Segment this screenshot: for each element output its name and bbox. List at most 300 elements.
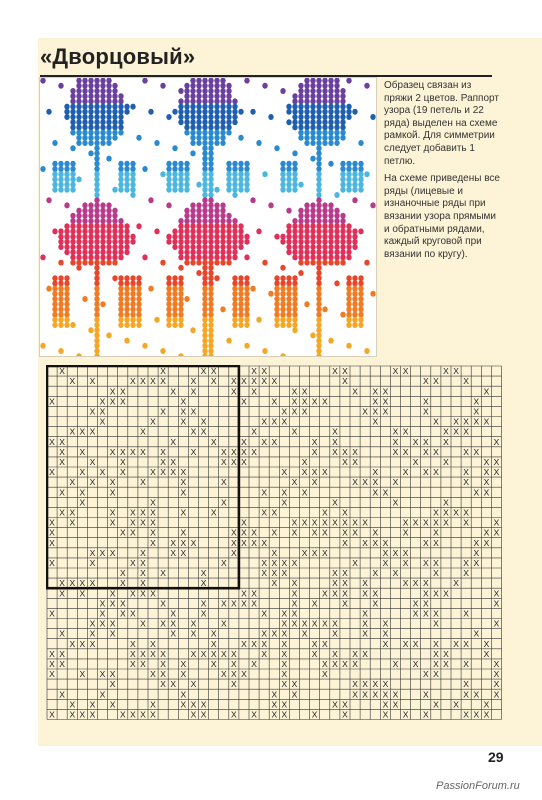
chart-stitch-symbol: X [140,558,146,568]
swatch-colored-stitch [190,140,195,146]
swatch-colored-stitch [310,213,315,219]
swatch-colored-stitch [184,119,189,125]
chart-stitch-symbol: X [352,689,358,700]
swatch-colored-stitch [184,208,189,214]
swatch-colored-stitch [280,312,285,318]
swatch-colored-stitch [118,98,123,104]
chart-stitch-symbol: X [342,527,348,538]
chart-stitch-symbol: X [443,588,449,599]
swatch-colored-stitch [232,171,237,177]
swatch-colored-stitch [322,208,327,214]
swatch-colored-stitch [178,244,183,250]
swatch-colored-stitch [310,208,315,214]
swatch-colored-stitch [286,286,291,292]
swatch-colored-stitch [292,291,297,297]
swatch-colored-stitch [184,296,189,302]
swatch-colored-stitch [310,83,315,89]
swatch-colored-stitch [322,234,327,240]
swatch-colored-stitch [208,296,213,302]
swatch-colored-stitch [76,228,81,234]
swatch-colored-stitch [106,93,111,99]
swatch-colored-stitch [64,171,69,177]
swatch-colored-stitch [346,239,351,245]
swatch-colored-stitch [160,171,165,177]
chart-stitch-symbol: X [251,537,257,548]
swatch-colored-stitch [310,234,315,240]
swatch-colored-stitch [304,140,309,146]
chart-stitch-symbol: X [129,608,136,619]
swatch-colored-stitch [94,327,99,333]
swatch-colored-stitch [334,260,339,266]
chart-stitch-symbol: X [453,699,459,710]
chart-stitch-symbol: X [433,588,439,599]
swatch-colored-stitch [46,286,51,292]
swatch-colored-stitch [184,83,189,89]
swatch-colored-stitch [340,130,345,136]
swatch-colored-stitch [136,322,141,328]
swatch-colored-stitch [202,228,207,234]
swatch-colored-stitch [208,270,213,276]
swatch-colored-stitch [358,306,363,312]
chart-symbols [49,366,499,719]
swatch-colored-stitch [166,301,171,307]
chart-stitch-symbol: X [402,467,409,478]
chart-stitch-symbol: X [352,386,358,397]
swatch-colored-stitch [76,124,81,130]
chart-stitch-symbol: X [200,568,207,579]
swatch-colored-stitch [94,156,99,162]
swatch-colored-stitch [220,218,225,224]
swatch-colored-stitch [346,317,351,323]
swatch-colored-stitch [232,275,237,281]
swatch-colored-stitch [334,93,339,99]
swatch-colored-stitch [340,234,345,240]
swatch-colored-stitch [328,223,333,229]
swatch-colored-stitch [208,78,213,84]
swatch-colored-stitch [166,182,171,188]
chart-stitch-symbol: X [170,547,177,558]
swatch-colored-stitch [268,114,273,120]
chart-stitch-symbol: X [180,507,187,518]
swatch-colored-stitch [340,260,345,266]
chart-stitch-symbol: X [109,699,116,710]
chart-stitch-symbol: X [150,537,156,548]
swatch-colored-stitch [304,213,309,219]
chart-stitch-symbol: X [251,426,257,437]
swatch-colored-stitch [118,312,123,318]
swatch-colored-stitch [118,291,123,297]
swatch-colored-stitch [82,78,87,84]
swatch-colored-stitch [190,135,195,141]
chart-stitch-symbol: X [342,517,348,528]
swatch-colored-stitch [214,213,219,219]
swatch-colored-stitch [262,348,267,354]
swatch-colored-stitch [316,218,321,224]
chart-stitch-symbol: X [109,487,116,498]
swatch-colored-stitch [178,306,183,312]
chart-stitch-symbol: X [342,588,348,599]
swatch-colored-stitch [106,239,111,245]
chart-stitch-symbol: X [422,709,429,720]
swatch-colored-stitch [292,93,297,99]
swatch-colored-stitch [76,176,81,182]
chart-stitch-symbol: X [210,628,217,639]
swatch-colored-stitch [304,109,309,115]
swatch-colored-stitch [340,239,345,245]
swatch-colored-stitch [202,322,207,328]
description-paragraph-1: Образец связан из пряжи 2 цветов. Раппорт узора (19 петель и 22 ряда) выделен на схеме рамкой. Для симметрии следует добавить 1 петлю. [384,80,499,167]
swatch-colored-stitch [226,244,231,250]
swatch-colored-stitch [106,104,111,110]
swatch-colored-stitch [226,88,231,94]
swatch-colored-stitch [220,208,225,214]
swatch-colored-stitch [112,223,117,229]
swatch-colored-stitch [190,150,195,156]
chart-stitch-symbol: X [332,497,338,508]
chart-stitch-symbol: X [109,598,116,609]
swatch-colored-stitch [220,213,225,219]
swatch-colored-stitch [94,343,99,349]
swatch-colored-stitch [298,270,303,276]
chart-stitch-symbol: X [311,709,318,720]
swatch-colored-stitch [340,171,345,177]
chart-stitch-symbol: X [352,527,358,538]
chart-stitch-symbol: X [129,527,136,538]
swatch-colored-stitch [286,182,291,188]
swatch-colored-stitch [88,98,93,104]
chart-stitch-symbol: X [382,537,389,548]
chart-stitch-symbol: X [271,709,278,720]
swatch-colored-stitch [118,114,123,120]
swatch-colored-stitch [196,78,201,84]
chart-stitch-symbol: X [79,578,86,589]
chart-stitch-symbol: X [160,568,166,579]
chart-stitch-symbol: X [251,527,257,538]
swatch-colored-stitch [304,244,309,250]
swatch-colored-stitch [82,114,87,120]
swatch-colored-stitch [100,88,105,94]
swatch-colored-stitch [226,338,231,344]
swatch-colored-stitch [214,130,219,136]
swatch-colored-stitch [316,187,321,193]
swatch-colored-stitch [94,104,99,110]
swatch-colored-stitch [208,249,213,255]
swatch-colored-stitch [100,130,105,136]
swatch-colored-stitch [190,249,195,255]
swatch-colored-stitch [94,213,99,219]
swatch-colored-stitch [340,166,345,172]
swatch-colored-stitch [256,228,261,234]
chart-stitch-symbol: X [261,648,268,659]
swatch-colored-stitch [94,228,99,234]
chart-stitch-symbol: X [422,669,429,680]
page-title: «Дворцовый» [40,44,196,69]
swatch-colored-stitch [94,312,99,318]
swatch-colored-stitch [346,291,351,297]
swatch-colored-stitch [280,171,285,177]
swatch-colored-stitch [286,306,291,312]
swatch-colored-stitch [178,187,183,193]
swatch-colored-stitch [58,301,63,307]
chart-stitch-symbol: X [382,638,389,649]
swatch-colored-stitch [286,187,291,193]
swatch-colored-stitch [220,88,225,94]
chart-stitch-symbol: X [311,618,318,629]
chart-stitch-symbol: X [251,446,257,457]
swatch-colored-stitch [184,98,189,104]
swatch-colored-stitch [100,213,105,219]
swatch-colored-stitch [58,317,63,323]
swatch-colored-stitch [58,312,63,318]
swatch-colored-stitch [130,171,135,177]
swatch-colored-stitch [178,218,183,224]
chart-stitch-symbol: X [412,638,419,649]
swatch-colored-stitch [190,88,195,94]
swatch-colored-stitch [82,202,87,208]
chart-stitch-symbol: X [140,446,146,457]
swatch-colored-stitch [136,275,141,281]
swatch-colored-stitch [166,312,171,318]
chart-stitch-symbol: X [291,396,298,407]
swatch-colored-stitch [94,83,99,89]
swatch-colored-stitch [202,275,207,281]
swatch-colored-stitch [64,275,69,281]
chart-stitch-symbol: X [372,537,379,548]
swatch-colored-stitch [346,322,351,328]
swatch-colored-stitch [316,286,321,292]
swatch-colored-stitch [76,353,81,356]
swatch-colored-stitch [304,218,309,224]
swatch-colored-stitch [298,130,303,136]
swatch-colored-stitch [274,234,279,240]
swatch-colored-stitch [202,187,207,193]
swatch-colored-stitch [208,244,213,250]
swatch-colored-stitch [112,135,117,141]
swatch-colored-stitch [94,244,99,250]
swatch-colored-stitch [304,254,309,260]
chart-stitch-symbol: X [473,547,480,558]
swatch-colored-stitch [310,114,315,120]
swatch-colored-stitch [202,332,207,338]
chart-stitch-symbol: X [422,689,429,700]
swatch-colored-stitch [166,306,171,312]
swatch-colored-stitch [46,197,51,203]
swatch-colored-stitch [88,124,93,130]
swatch-colored-stitch [196,182,201,188]
swatch-colored-stitch [82,244,87,250]
swatch-colored-stitch [322,124,327,130]
swatch-colored-stitch [214,260,219,266]
swatch-colored-stitch [202,135,207,141]
swatch-colored-stitch [316,265,321,271]
swatch-colored-stitch [238,275,243,281]
chart-stitch-symbol: X [170,537,177,548]
chart-stitch-symbol: X [220,497,227,508]
swatch-colored-stitch [190,239,195,245]
swatch-colored-stitch [358,322,363,328]
swatch-colored-stitch [244,275,249,281]
swatch-colored-stitch [244,312,249,318]
chart-stitch-symbol: X [99,618,106,629]
chart-stitch-symbol: X [473,628,480,639]
swatch-colored-stitch [292,317,297,323]
swatch-colored-stitch [190,254,195,260]
swatch-colored-stitch [310,78,315,84]
swatch-colored-stitch [292,301,297,307]
chart-stitch-symbol: X [443,659,449,669]
chart-stitch-symbol: X [200,648,207,659]
swatch-colored-stitch [226,254,231,260]
swatch-colored-stitch [208,166,213,172]
swatch-colored-stitch [280,234,285,240]
swatch-colored-stitch [118,223,123,229]
swatch-colored-stitch [88,327,93,333]
swatch-colored-stitch [226,187,231,193]
swatch-colored-stitch [292,249,297,255]
chart-stitch-symbol: X [109,669,116,680]
swatch-colored-stitch [124,286,129,292]
chart-stitch-symbol: X [463,477,469,488]
chart-stitch-symbol: X [473,406,480,417]
chart-stitch-symbol: X [160,659,166,669]
swatch-colored-stitch [316,223,321,229]
chart-stitch-symbol: X [271,558,278,568]
swatch-colored-stitch [262,260,267,266]
chart-stitch-symbol: X [261,568,268,579]
swatch-colored-stitch [100,239,105,245]
swatch-colored-stitch [70,114,75,120]
chart-stitch-symbol: X [79,709,86,720]
swatch-colored-stitch [196,104,201,110]
chart-stitch-symbol: X [311,446,318,457]
swatch-colored-stitch [124,312,129,318]
swatch-colored-stitch [190,98,195,104]
swatch-colored-stitch [112,104,117,110]
swatch-colored-stitch [340,104,345,110]
swatch-colored-stitch [352,322,357,328]
swatch-colored-stitch [292,306,297,312]
swatch-colored-stitch [208,353,213,356]
swatch-colored-stitch [232,223,237,229]
swatch-colored-stitch [118,296,123,302]
chart-stitch-symbol: X [140,578,146,589]
swatch-colored-stitch [82,130,87,136]
swatch-colored-stitch [358,166,363,172]
chart-stitch-symbol: X [342,376,348,387]
chart-stitch-symbol: X [251,588,257,599]
swatch-colored-stitch [100,114,105,120]
swatch-colored-stitch [214,83,219,89]
swatch-colored-stitch [292,171,297,177]
swatch-colored-stitch [214,124,219,130]
swatch-colored-stitch [328,254,333,260]
chart-stitch-symbol: X [463,638,469,649]
swatch-colored-stitch [334,234,339,240]
chart-stitch-symbol: X [59,487,65,498]
swatch-colored-stitch [100,83,105,89]
chart-stitch-symbol: X [433,416,439,427]
swatch-colored-stitch [154,228,159,234]
chart-stitch-symbol: X [261,416,268,427]
swatch-colored-stitch [58,239,63,245]
swatch-colored-stitch [196,135,201,141]
swatch-colored-stitch [94,88,99,94]
swatch-colored-stitch [118,187,123,193]
swatch-colored-stitch [352,197,357,203]
chart-stitch-symbol: X [291,558,298,568]
swatch-colored-stitch [292,182,297,188]
chart-stitch-symbol: X [200,426,207,437]
swatch-colored-stitch [124,301,129,307]
chart-stitch-symbol: X [483,709,490,720]
swatch-colored-stitch [130,317,135,323]
swatch-colored-stitch [220,202,225,208]
chart-stitch-symbol: X [109,386,116,397]
swatch-colored-stitch [298,83,303,89]
swatch-colored-stitch [304,202,309,208]
swatch-colored-stitch [52,176,57,182]
swatch-colored-stitch [172,161,177,167]
swatch-colored-stitch [292,124,297,130]
swatch-colored-stitch [184,176,189,182]
swatch-colored-stitch [316,338,321,344]
swatch-colored-stitch [82,228,87,234]
swatch-colored-stitch [106,332,111,338]
chart-stitch-symbol: X [402,517,409,528]
chart-stitch-symbol: X [402,366,409,377]
swatch-colored-stitch [202,223,207,229]
swatch-colored-stitch [364,171,369,177]
swatch-colored-stitch [202,197,207,203]
swatch-colored-stitch [58,260,63,266]
swatch-colored-stitch [316,296,321,302]
swatch-colored-stitch [184,244,189,250]
swatch-colored-stitch [190,213,195,219]
swatch-colored-stitch [322,244,327,250]
chart-stitch-symbol: X [311,547,318,558]
swatch-colored-stitch [220,254,225,260]
swatch-colored-stitch [244,171,249,177]
swatch-colored-stitch [124,166,129,172]
swatch-colored-stitch [184,130,189,136]
chart-stitch-symbol: X [69,709,76,720]
swatch-colored-stitch [100,228,105,234]
swatch-colored-stitch [340,249,345,255]
swatch-colored-stitch [238,317,243,323]
chart-stitch-symbol: X [392,497,399,508]
swatch-colored-stitch [94,254,99,260]
swatch-colored-stitch [184,109,189,115]
swatch-colored-stitch [172,234,177,240]
swatch-colored-stitch [304,135,309,141]
swatch-colored-stitch [112,124,117,130]
swatch-colored-stitch [322,93,327,99]
swatch-colored-stitch [70,88,75,94]
swatch-colored-stitch [106,156,111,162]
swatch-colored-stitch [322,135,327,141]
swatch-colored-stitch [172,187,177,193]
chart-stitch-symbol: X [372,406,379,417]
chart-stitch-symbol: X [372,416,379,427]
swatch-colored-stitch [328,208,333,214]
swatch-colored-stitch [64,306,69,312]
chart-stitch-symbol: X [332,659,338,669]
swatch-colored-stitch [358,312,363,318]
swatch-colored-stitch [118,286,123,292]
swatch-colored-stitch [154,317,159,323]
swatch-colored-stitch [208,332,213,338]
chart-stitch-symbol: X [443,517,449,528]
